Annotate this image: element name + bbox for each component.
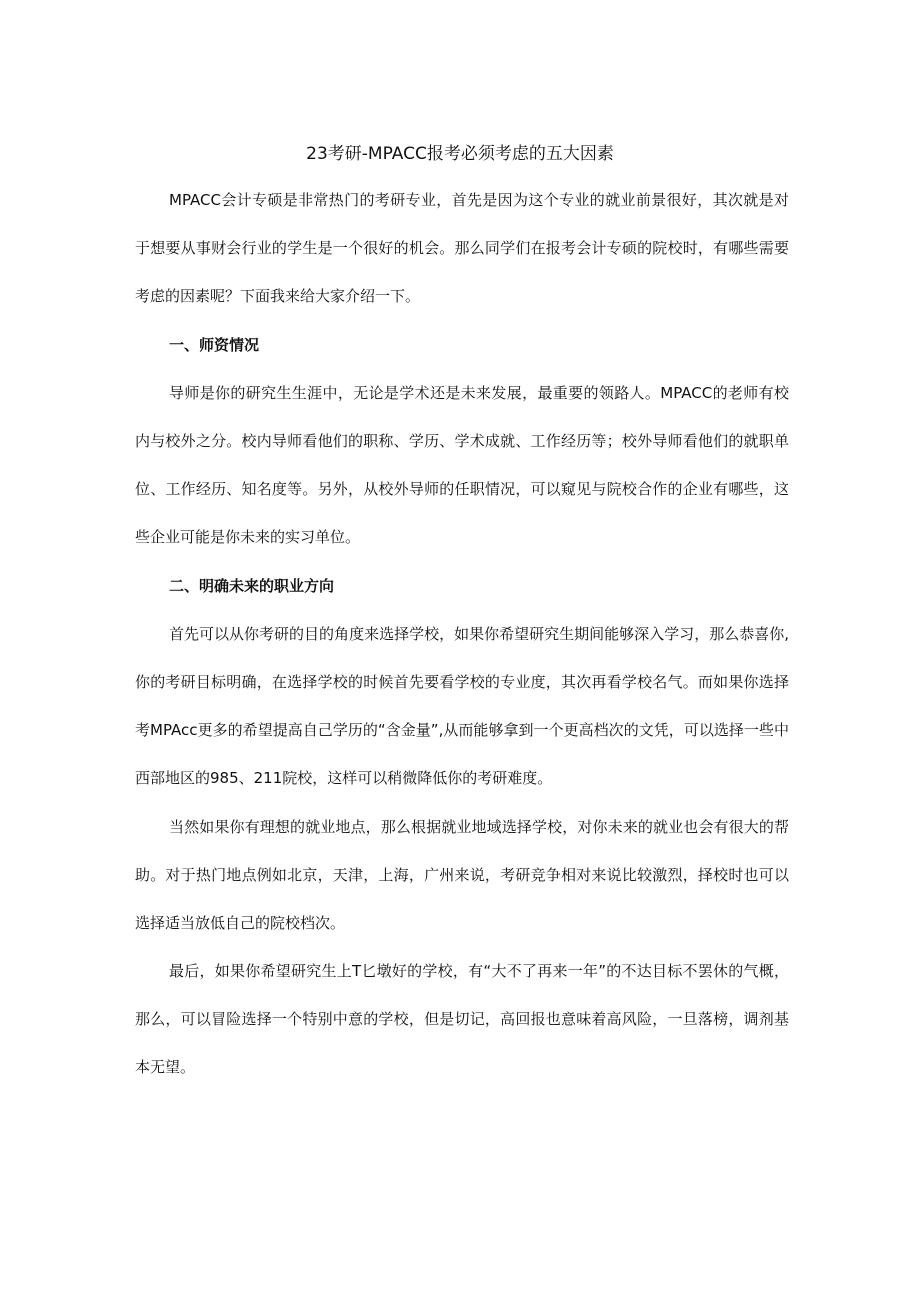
section-heading-faculty: 一、师资情况 [169, 336, 260, 354]
section-paragraph: 最后，如果你希望研究生上T匕墩好的学校，有“大不了再来一年”的不达目标不罢休的气概，那么，可以冒险选择一个特别中意的学校，但是切记，高回报也意味着高风险，一旦落榜，调剂基本无望。 [135, 962, 789, 1076]
document-title: 23考研-MPACC报考必须考虑的五大因素 [306, 144, 614, 164]
section-paragraph: 当然如果你有理想的就业地点，那么根据就业地域选择学校，对你未来的就业也会有很大的帮助。对于热门地点例如北京，天津，上海，广州来说，考研竞争相对来说比较激烈，择校时也可以选择适当放低自己的院校档次。 [135, 818, 789, 932]
section-paragraph: 首先可以从你考研的目的角度来选择学校，如果你希望研究生期间能够深入学习，那么恭喜你,你的考研目标明确，在选择学校的时候首先要看学校的专业度，其次再看学校名气。而如果你选择考MPAcc更多的希望提高自己学历的“含金量”,从而能够拿到一个更高档次的文凭，可以选择一些中西部地区的985、211院校，这样可以稍微降低你的考研难度。 [135, 625, 789, 787]
section-heading-career: 二、明确未来的职业方向 [169, 577, 335, 595]
intro-paragraph: MPACC会计专硕是非常热门的考研专业，首先是因为这个专业的就业前景很好，其次就是对于想要从事财会行业的学生是一个很好的机会。那么同学们在报考会计专硕的院校时，有哪些需要考虑的因素呢？下面我来给大家介绍一下。 [135, 191, 789, 305]
section-paragraph: 导师是你的研究生生涯中，无论是学术还是未来发展，最重要的领路人。MPACC的老师有校内与校外之分。校内导师看他们的职称、学历、学术成就、工作经历等；校外导师看他们的就职单位、工作经历、知名度等。另外，从校外导师的任职情况，可以窥见与院校合作的企业有哪些，这些企业可能是你未来的实习单位。 [135, 384, 789, 546]
